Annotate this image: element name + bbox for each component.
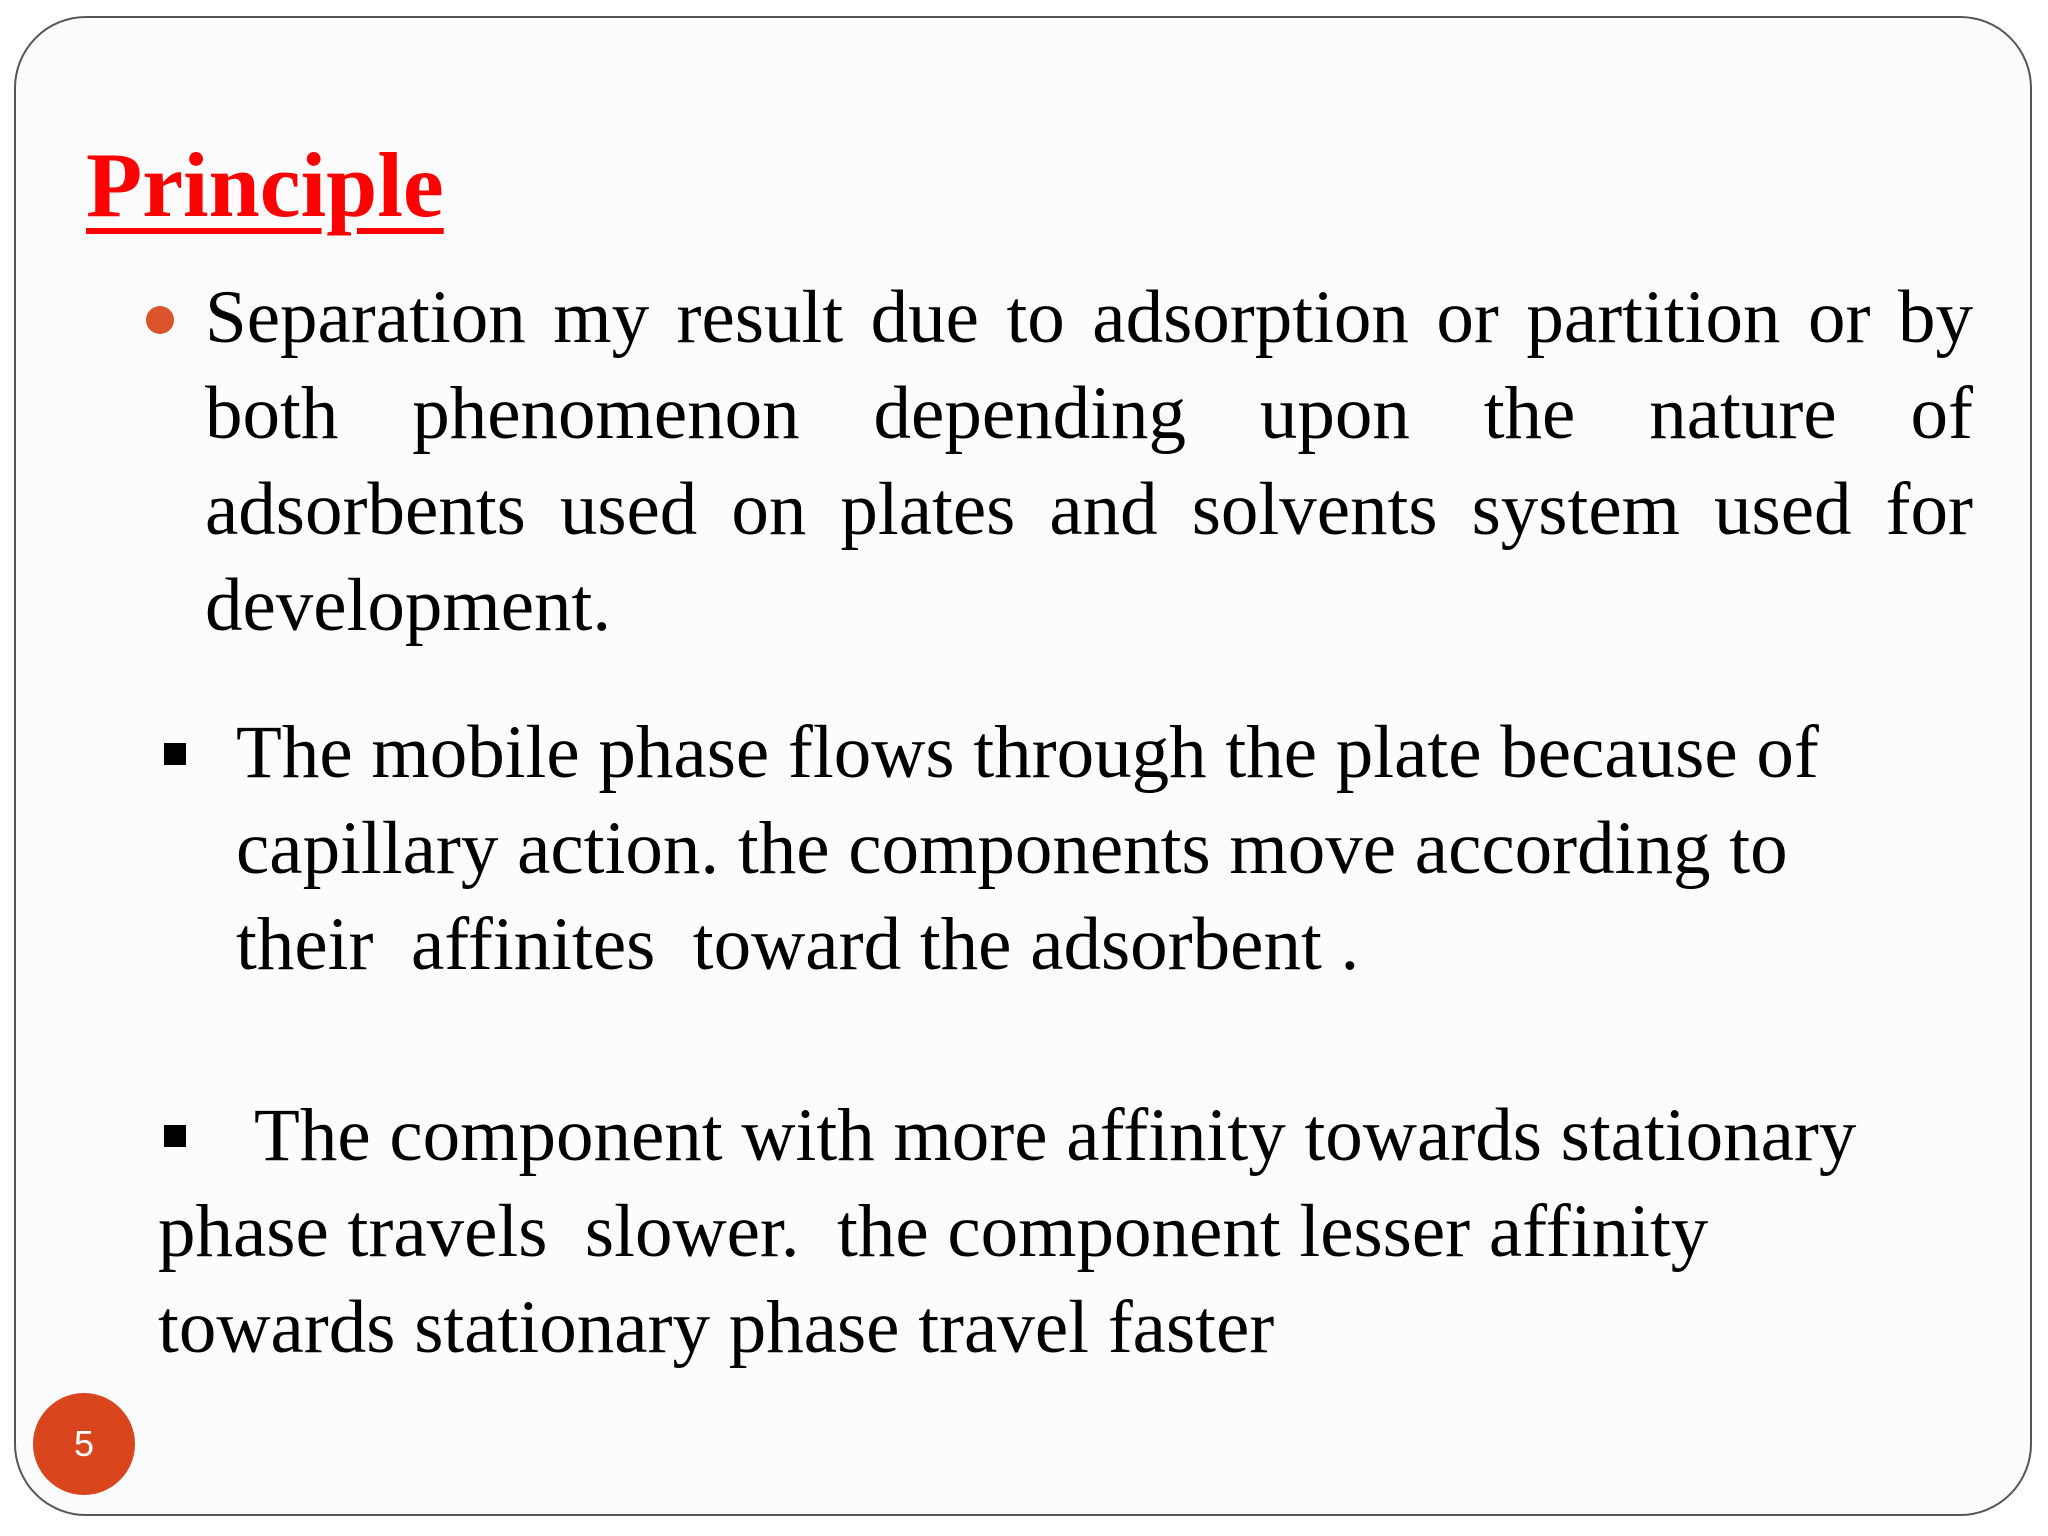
text-line: phase travels slower. the component lesser affinity: [158, 1190, 1709, 1273]
text-line: capillary action. the components move according to: [236, 807, 1788, 890]
bullet-text-separation: Separation my result due to adsorption or partition or by both phenomenon depending upon the nature of adsorbents used on plates and solvents system used for development.: [205, 276, 1973, 647]
slide-title: Principle: [86, 134, 444, 236]
bullet-text-mobile-phase: [236, 705, 1976, 993]
bullet-text-affinity: [158, 1088, 1988, 1376]
square-bullet-icon: [164, 743, 186, 765]
text-line: towards stationary phase travel faster: [158, 1286, 1275, 1369]
text-line: their affinites toward the adsorbent .: [236, 903, 1360, 986]
page-number-badge: 5: [33, 1393, 135, 1495]
text-line: The mobile phase flows through the plate because of: [236, 711, 1819, 794]
text-line: The component with more affinity towards stationary: [254, 1094, 1857, 1177]
circle-bullet-icon: [146, 306, 174, 334]
